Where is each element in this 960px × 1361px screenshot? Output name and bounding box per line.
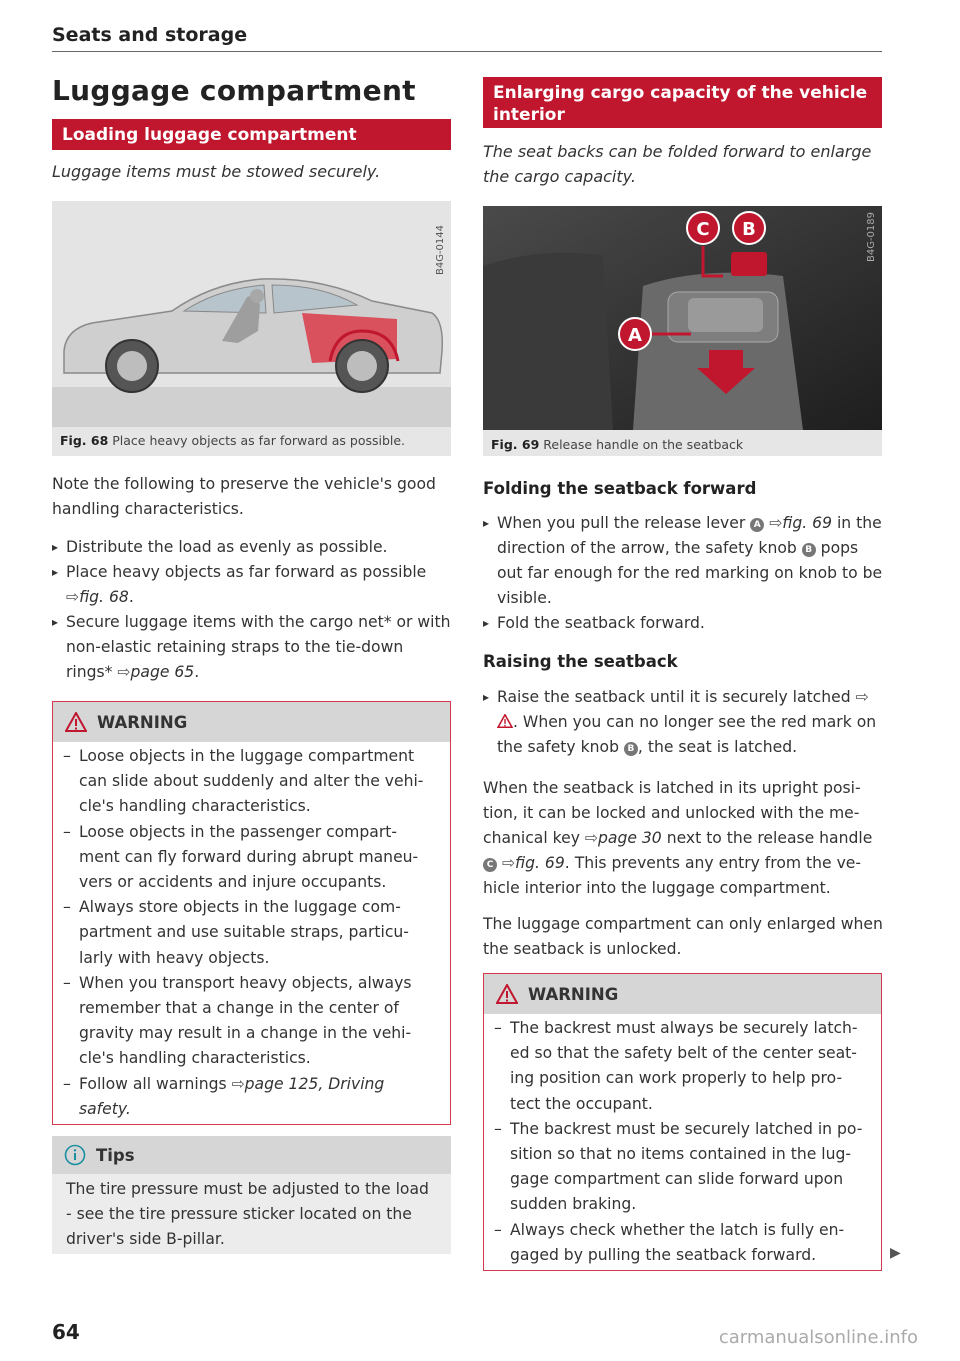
list-item: ▸ When you pull the release lever A ⇨fig. 69 in the direction of the arrow, the safety knob B pops out far enough for the red marking on knob to be visible. <box>483 511 883 611</box>
page-link[interactable]: page 125, Driving safety <box>79 1074 385 1118</box>
marker-a-inline: A <box>750 518 764 532</box>
figure-69 <box>483 206 882 456</box>
figure-caption <box>491 437 743 452</box>
warning-ref-icon[interactable] <box>497 714 513 728</box>
car-illustration <box>52 201 451 427</box>
figure-68 <box>52 201 451 456</box>
list-item: – Always store objects in the luggage com-partment and use suitable straps, particu-larly with heavy objects. <box>63 895 436 971</box>
tips-title: Tips <box>96 1145 135 1165</box>
marker-a: A <box>628 325 642 346</box>
figure-code: B4G-0144 <box>435 225 446 276</box>
tips-text: The tire pressure must be adjusted to the load - see the tire pressure sticker located on the driver's side B-pillar. <box>52 1174 451 1254</box>
page-number: 64 <box>52 1320 80 1344</box>
list-item: – Loose objects in the luggage compartment can slide about suddenly and alter the vehi-cle's handling characteristics. <box>63 744 436 820</box>
warning-box-left <box>52 701 451 1125</box>
list-item: ▸ Secure luggage items with the cargo net* or with non-elastic retaining straps to the tie-down rings* ⇨page 65. <box>52 610 454 685</box>
subheading-raising: Raising the seatback <box>483 652 678 671</box>
warning-title: WARNING <box>97 712 188 732</box>
warning-icon <box>65 712 87 732</box>
figure-label: Fig. 69 <box>491 437 540 452</box>
folding-steps <box>483 511 883 636</box>
raising-steps <box>483 685 883 760</box>
marker-c: C <box>696 219 710 240</box>
seatback-illustration <box>483 206 882 430</box>
list-item: ▸ Place heavy objects as far forward as possible ⇨fig. 68. <box>52 560 454 610</box>
note-paragraph: Note the following to preserve the vehicle's good handling characteristics. <box>52 475 436 518</box>
marker-c-inline: C <box>483 858 497 872</box>
page-link[interactable]: page 30 <box>597 829 662 847</box>
bullet-list-loading <box>52 535 454 685</box>
section-title-enlarging: Enlarging cargo capacity of the vehicle interior <box>483 77 882 128</box>
tips-header <box>52 1136 451 1174</box>
paragraph-locking: When the seatback is latched in its upright posi-tion, it can be locked and unlocked with the me-chanical key ⇨page 30 next to the release handle C ⇨fig. 69. This prevents any entry from the ve-hicle interior into the luggage compartment. <box>483 779 873 897</box>
figure-caption-text: Place heavy objects as far forward as possible. <box>112 433 406 448</box>
fig-link[interactable]: fig. 68 <box>79 588 129 606</box>
intro-loading: Luggage items must be stowed securely. <box>52 162 381 181</box>
list-item: – Always check whether the latch is fully en-gaged by pulling the seatback forward. <box>494 1218 867 1268</box>
section-title-loading: Loading luggage compartment <box>52 119 451 150</box>
list-item: ▸ Fold the seatback forward. <box>483 611 883 636</box>
list-item: – When you transport heavy objects, always remember that a change in the center of gravity may result in a change in the vehi-cle's handling characteristics. <box>63 971 436 1072</box>
running-header: Seats and storage <box>52 24 248 46</box>
watermark: carmanualsonline.info <box>718 1327 918 1348</box>
list-item: ▸ Raise the seatback until it is securely latched ⇨. When you can no longer see the red mark on the safety knob B , the seat is latched. <box>483 685 883 760</box>
list-item: – The backrest must always be securely latch-ed so that the safety belt of the center seat-ing position can work properly to help pro-tect the occupant. <box>494 1016 867 1117</box>
paragraph-unlocked: The luggage compartment can only enlarged when the seatback is unlocked. <box>483 915 883 958</box>
tips-box <box>52 1136 451 1254</box>
marker-b-inline: B <box>802 543 816 557</box>
page-title: Luggage compartment <box>52 74 416 107</box>
info-icon <box>64 1144 86 1166</box>
list-item: – Loose objects in the passenger compart-ment can fly forward during abrupt maneu-vers or accidents and injure occupants. <box>63 820 436 896</box>
header-rule <box>52 51 882 52</box>
warning-title: WARNING <box>528 984 619 1004</box>
continue-arrow-icon: ▶ <box>890 1245 901 1261</box>
warning-icon <box>496 984 518 1004</box>
list-item: ▸ Distribute the load as evenly as possible. <box>52 535 454 560</box>
figure-caption-text: Release handle on the seatback <box>543 437 744 452</box>
subheading-folding: Folding the seatback forward <box>483 479 757 498</box>
warning-header <box>484 974 881 1014</box>
figure-label: Fig. 68 <box>60 433 109 448</box>
marker-b: B <box>742 219 756 240</box>
figure-code: B4G-0189 <box>866 212 877 263</box>
warning-header <box>53 702 450 742</box>
intro-enlarging: The seat backs can be folded forward to enlarge the cargo capacity. <box>483 142 872 186</box>
list-item: – The backrest must be securely latched in po-sition so that no items contained in the lug-gage compartment can slide forward upon sudden braking. <box>494 1117 867 1218</box>
figure-caption <box>60 433 405 448</box>
marker-b-inline: B <box>624 742 638 756</box>
fig-link[interactable]: fig. 69 <box>515 854 565 872</box>
list-item: – Follow all warnings ⇨page 125, Driving safety. <box>63 1072 436 1122</box>
page-link[interactable]: page 65 <box>130 663 195 681</box>
warning-box-right <box>483 973 882 1271</box>
fig-link[interactable]: fig. 69 <box>782 514 833 532</box>
